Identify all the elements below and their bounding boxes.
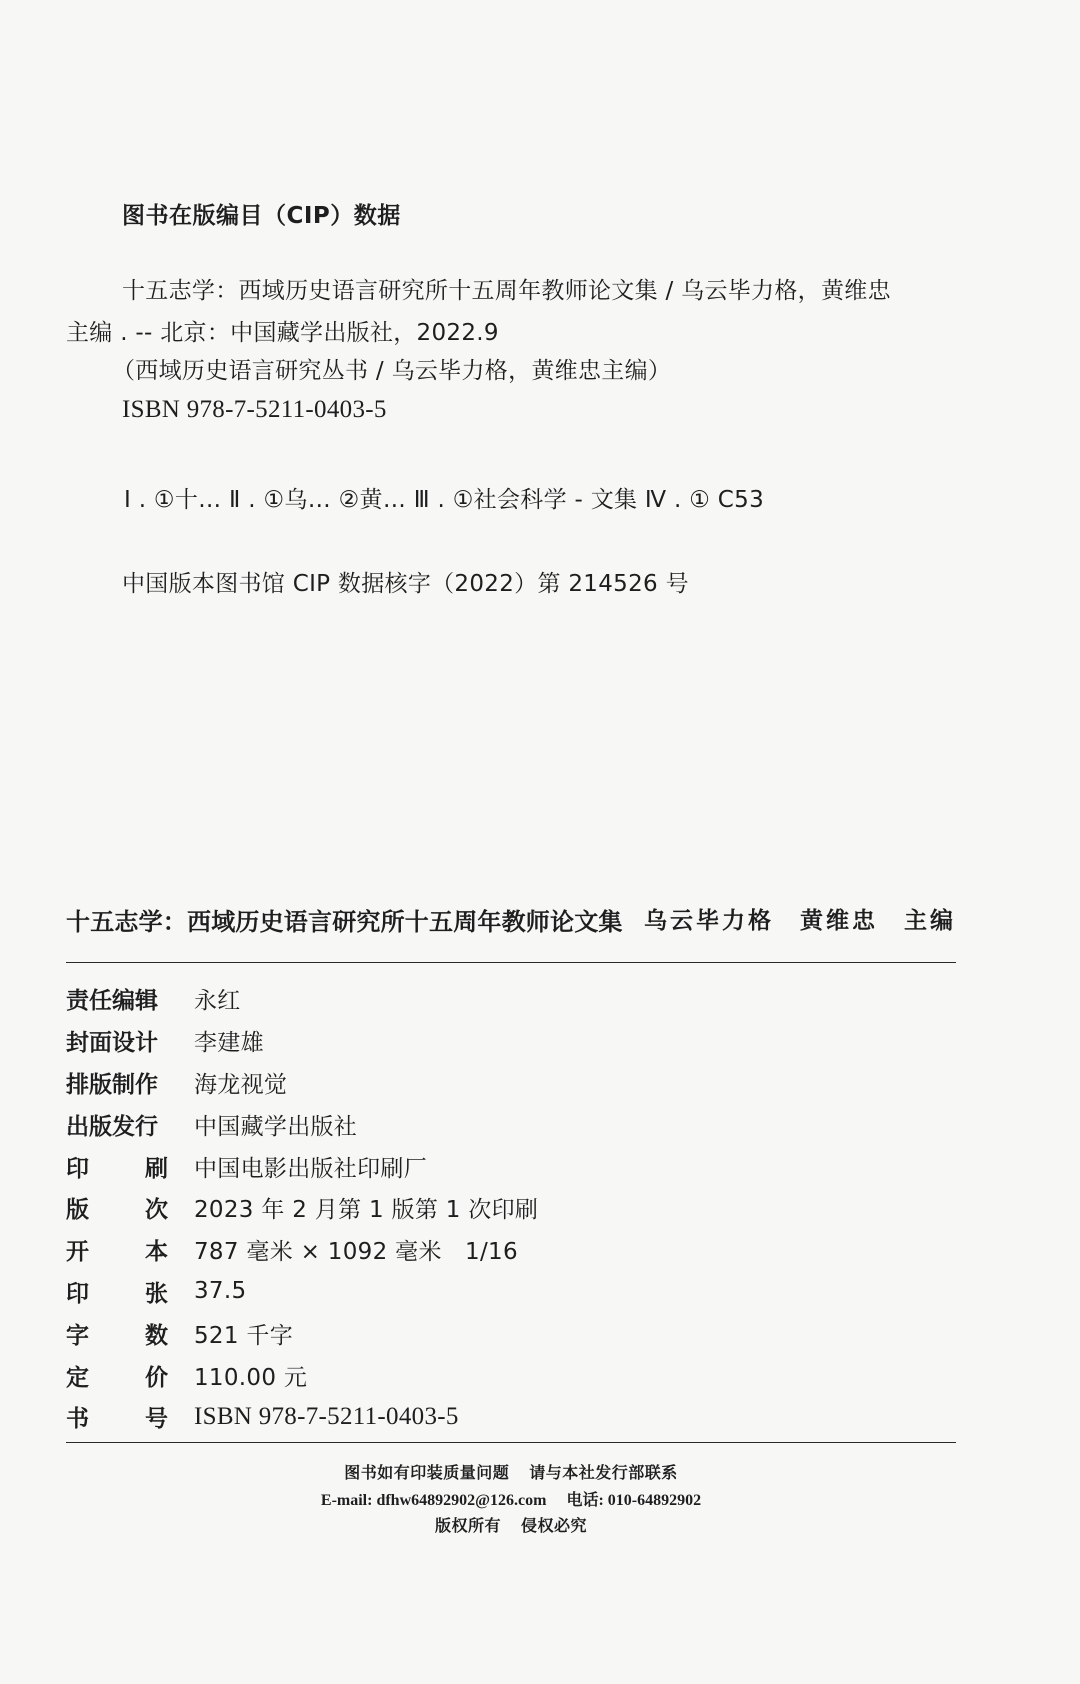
footer-email: E-mail: dfhw64892902@126.com <box>320 1492 547 1509</box>
label-char: 本 <box>145 1239 168 1266</box>
label-char: 书 <box>66 1406 89 1433</box>
cip-series: （西域历史语言研究丛书 / 乌云毕力格，黄维忠主编） <box>112 358 672 384</box>
label-char: 价 <box>145 1364 168 1391</box>
label-char: 次 <box>145 1197 168 1224</box>
colophon-value: 110.00 元 <box>194 1364 308 1391</box>
footer-rights-left: 版权所有 <box>434 1516 501 1535</box>
colophon-label: 出版发行 <box>66 1113 158 1140</box>
colophon-row <box>66 1187 956 1229</box>
colophon-label <box>66 1150 168 1183</box>
cip-entry <box>66 270 956 354</box>
book-title: 十五志学：西域历史语言研究所十五周年教师论文集 <box>66 907 623 936</box>
colophon-row <box>66 1229 956 1271</box>
colophon-label <box>66 1233 168 1266</box>
colophon-value: 海龙视觉 <box>194 1071 288 1098</box>
colophon-value: 永红 <box>194 988 241 1015</box>
colophon-label: 封面设计 <box>66 1030 158 1057</box>
cip-isbn: ISBN 978-7-5211-0403-5 <box>122 396 387 423</box>
footer-rights-right: 侵权必究 <box>521 1516 588 1535</box>
colophon-value: 521 千字 <box>194 1322 294 1349</box>
colophon-row <box>66 1020 956 1062</box>
colophon-row <box>66 1312 956 1354</box>
colophon-value: 2023 年 2 月第 1 版第 1 次印刷 <box>194 1197 539 1224</box>
label-char: 印 <box>66 1155 89 1182</box>
colophon-row <box>66 1145 956 1187</box>
colophon-row <box>66 1103 956 1145</box>
colophon-row <box>66 1271 956 1313</box>
label-char: 版 <box>66 1197 89 1224</box>
colophon-label <box>66 1317 168 1350</box>
colophon-row <box>66 1062 956 1104</box>
colophon-value: 中国藏学出版社 <box>194 1113 358 1140</box>
colophon-value: 李建雄 <box>194 1030 264 1057</box>
colophon-label <box>66 1359 168 1392</box>
divider-top <box>66 962 956 963</box>
colophon-table <box>66 978 956 1438</box>
colophon-row <box>66 1396 956 1438</box>
colophon-label <box>66 1400 168 1433</box>
cip-record-number: 中国版本图书馆 CIP 数据核字（2022）第 214526 号 <box>122 571 689 597</box>
book-title-row <box>66 902 956 938</box>
footer-phone: 电话: 010-64892902 <box>566 1492 702 1509</box>
colophon-label: 排版制作 <box>66 1071 158 1098</box>
colophon-value: 37.5 <box>194 1278 247 1305</box>
colophon-row <box>66 1354 956 1396</box>
label-char: 定 <box>66 1364 89 1391</box>
label-char: 开 <box>66 1239 89 1266</box>
colophon-value: ISBN 978-7-5211-0403-5 <box>194 1402 459 1430</box>
cip-entry-line-1: 十五志学：西域历史语言研究所十五周年教师论文集 / 乌云毕力格，黄维忠 <box>122 278 891 304</box>
footer-quality-right: 请与本社发行部联系 <box>529 1463 678 1482</box>
cip-classification: Ⅰ . ①十… Ⅱ . ①乌… ②黄… Ⅲ . ①社会科学 - 文集 Ⅳ . ① C53 <box>124 487 765 513</box>
footer-quality-left: 图书如有印装质量问题 <box>344 1463 510 1482</box>
label-char: 刷 <box>145 1155 168 1182</box>
label-char: 印 <box>66 1280 89 1307</box>
colophon-label <box>66 1275 168 1308</box>
label-char: 字 <box>66 1322 89 1349</box>
footer-rights <box>66 1513 956 1536</box>
colophon-row <box>66 978 956 1020</box>
divider-bottom <box>66 1442 956 1443</box>
colophon-label: 责任编辑 <box>66 988 158 1015</box>
book-editors: 乌云毕力格 黄维忠 主编 <box>644 907 956 934</box>
label-char: 数 <box>145 1322 168 1349</box>
colophon-value: 中国电影出版社印刷厂 <box>194 1155 427 1182</box>
cip-heading: 图书在版编目（CIP）数据 <box>122 203 401 229</box>
label-char: 张 <box>145 1280 168 1307</box>
footer-quality-notice <box>66 1460 956 1483</box>
cip-entry-line-2: 主编 . -- 北京：中国藏学出版社，2022.9 <box>66 320 499 346</box>
footer-contact <box>66 1487 956 1510</box>
label-char: 号 <box>145 1406 168 1433</box>
colophon-label <box>66 1191 168 1224</box>
colophon-value: 787 毫米 × 1092 毫米 1/16 <box>194 1239 518 1266</box>
